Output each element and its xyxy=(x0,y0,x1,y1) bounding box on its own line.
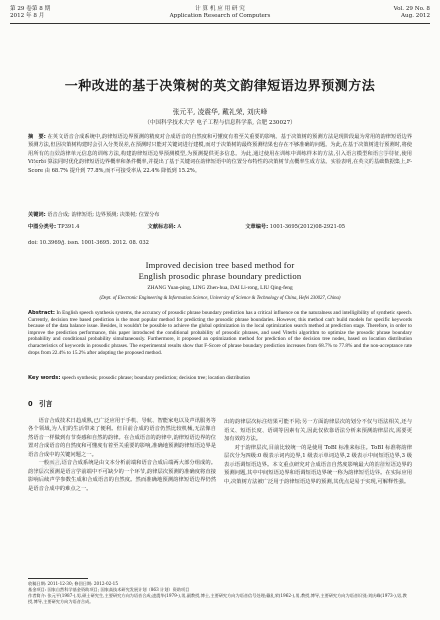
meta-article-no xyxy=(245,224,345,231)
affiliation-cn: （中国科学技术大学 电子工程与信息科学系, 合肥 230027） xyxy=(144,120,296,126)
watermark: 万方数据 xyxy=(360,454,397,481)
body-paragraph: 对于韵律层次,目前比较统一的是使用 ToBI 标准来标注。ToBI 标准将韵律层次分为四级:0 级表示词内边界,1 级表示单词边界,2 级表示中间短语边界,3 级表示语调短语边界。本文重点研究对合成语音自然度影响最大的韵律短语边界的预测问题,其中中间短语边界和语调短语边界统一称为韵律短语边界。在实际应用中,决策树方法被广泛用于韵律短语边界的预测,其优点是易于实现,可解释性强。 xyxy=(224,444,412,485)
footnote-authors: 作者简介: 张元平(1987-),男,硕士研究生,主要研究方向为语音合成;凌震华(1979-),男,副教授,博士,主要研究方向为语音信号处理;戴礼荣(1962-),男,教授,博导,主要研究方向为语音识别;刘庆峰(1973-),男,教授,博导,主要研究方向为语音合成。 xyxy=(28,593,407,604)
abstract-cn-text: 在英文语音合成系统中,韵律短语边界预测的精度对合成语音的自然度和可懂度有着至关重要的影响。基于决策树的预测方法是现阶段最为常用的韵律短语边界预测方法,但因决策树构建时会引入分类误差,在预测时只能对关键词进行建模,而对于决策树的最终预测结果也存在不够准确的问题。为此,在基于决策树进行预测时,将使用所有的有效韵律单元信息的训练方法,构建韵律短语边界预测模型,为预测提供更多信息。为此,通过使用在训练中训练样本的方法,引入语言模型和语言学特征,使用 Viterbi 算法同时优化韵律短语边界概率和条件概率,并提出了基于关键词在韵律短语中的位置分布特性的决策树节点概率生成方法。实验表明,在英文的基础数据集上,F-Score 由 68.7% 提升到 77.8%,而不可接受率从 22.4% 降低到 15.2%。 xyxy=(28,134,413,174)
abstract-en-label: Abstract: xyxy=(28,310,55,316)
authors-cn: 张元平, 凌震华, 戴礼荣, 刘庆峰 xyxy=(172,108,268,116)
watermark: 万方数据 xyxy=(30,144,67,171)
journal-name-cn: 计 算 机 应 用 研 究 xyxy=(195,6,245,12)
keywords-cn xyxy=(28,211,412,219)
meta-clc xyxy=(28,224,146,231)
header-right xyxy=(394,6,430,20)
meta-doc-code-value: A xyxy=(177,224,182,230)
meta-doc-code-label: 文献标志码: xyxy=(147,224,176,230)
keywords-en xyxy=(28,375,412,382)
paper-title-en-line1: Improved decision tree based method for xyxy=(145,260,295,270)
classification-row xyxy=(28,224,345,231)
header-volume: 第 29 卷第 8 期 xyxy=(10,6,51,12)
keywords-en-label: Key words: xyxy=(28,375,61,381)
meta-doc-code xyxy=(148,224,244,231)
footnote-rule xyxy=(28,578,88,579)
body-paragraph: 出的韵律层次标注结果可能不同;另一方面韵律层次的划分不仅与语法相关,还与语义、短语长度、语调等因素有关,因此仅依靠语法分析来预测韵律层次,需要更加有效的方法。 xyxy=(224,419,412,442)
meta-clc-value: TP391.4 xyxy=(57,224,80,230)
doi: doi: 10.3969/j. issn. 1001-3695. 2012. 08. 032 xyxy=(28,240,149,246)
meta-article-no-value: 1001-3695(2012)08-2921-05 xyxy=(269,224,346,230)
paper-title-en-line2: English prosodic phrase boundary prediction xyxy=(138,271,302,281)
meta-article-no-label: 文章编号: xyxy=(245,224,269,230)
paper-title-cn: 一种改进的基于决策树的英文韵律短语边界预测方法 xyxy=(64,79,376,94)
abstract-cn xyxy=(28,133,412,175)
footnote xyxy=(28,581,412,605)
header-volume-en: Vol. 29 No. 8 xyxy=(393,6,430,12)
meta-clc-label: 中图分类号: xyxy=(28,224,57,230)
body-column-right xyxy=(224,418,412,486)
body-column-left xyxy=(28,398,216,493)
keywords-en-text: speech synthesis; prosodic phrase; boundary prediction; decision tree; location distribution xyxy=(61,375,251,381)
footnote-funding: 基金项目: 国家自然科学基金资助项目; 国家高技术研究发展计划（863 计划）资助项目 xyxy=(28,587,190,592)
keywords-cn-text: 语音合成; 韵律短语; 边界预测; 决策树; 位置分布 xyxy=(47,212,160,218)
body-paragraph: 语音合成技术日趋成熟,已广泛应用于手机、导航、智能家电以及声讯服务等各个领域,为人们的生活带来了便利。但目前合成的语音仍然比较机械,无法像自然语音一样做到有节奏感和自然的韵律。在合成语音的韵律中,韵律短语边界的位置对合成语音的自然度和可懂度有着至关重要的影响,准确地预测韵律短语边界是语音合成中的关键问题之一。 xyxy=(28,417,216,458)
section-heading: 0 引言 xyxy=(28,400,53,408)
header-date-en: Aug. 2012 xyxy=(400,13,430,19)
watermark: 万方数据 xyxy=(360,144,397,171)
paper-title-en xyxy=(0,260,440,282)
header-rule xyxy=(10,23,430,24)
abstract-en-text: In English speech synthesis systems, the accuracy of prosodic phrase boundary prediction has a critical influence on the naturalness and intelligibility of synthetic speech. Currently, decision tree based prediction is the most popular method for predicting the prosodic phrase boundaries. However, this method can't build models for specific keywords because of the data balance issue. Besides, it wouldn't be possible to achieve the global optimization in the local optimization search method at prediction stage. Therefore, in order to improve the prediction performance, this paper introduced the conditional probability of prosodic phrases, and used Viterbi algorithm to optimize the prosodic phrase boundary probability and conditional probability simultaneously. Furthermore, it proposed an optimization method for prediction of the decision tree nodes, based on location distribution characteristics of keywords in prosodic phrases. The experimental results show that F-Score of phrase boundary prediction increases from 68.7% to 77.8% and the non-acceptance rate drops from 22.4% to 15.2% after adopting the proposed method. xyxy=(28,310,412,356)
abstract-en xyxy=(28,310,412,356)
abstract-cn-label: 摘 要: xyxy=(28,134,46,140)
authors-en: ZHANG Yuan-ping, LING Zhen-hua, DAI Li-rong, LIU Qing-feng xyxy=(147,285,293,291)
watermark: 万方数据 xyxy=(30,454,67,481)
keywords-cn-label: 关键词: xyxy=(28,212,46,218)
journal-name-en: Application Research of Computers xyxy=(169,13,271,19)
header-center xyxy=(0,6,440,20)
header-date: 2012 年 8 月 xyxy=(10,13,45,19)
affiliation-en: (Dept. of Electronic Engineering & Information Science, University of Science & Technology of China, Hefei 230027, China) xyxy=(99,296,341,301)
body-paragraph: 一般而言,语音合成系统是由文本分析前端和语音合成后端两大部分组成的。韵律层次预测是语言学前端中不可缺少的一个环节,韵律层次预测的准确度将直接影响后续声学参数生成和合成语音的自然度。然而准确地预测韵律短语边界仍然是语音合成中的难点之一。 xyxy=(28,460,216,492)
footnote-dates: 收稿日期: 2011-12-30; 修回日期: 2012-02-15 xyxy=(28,581,119,586)
